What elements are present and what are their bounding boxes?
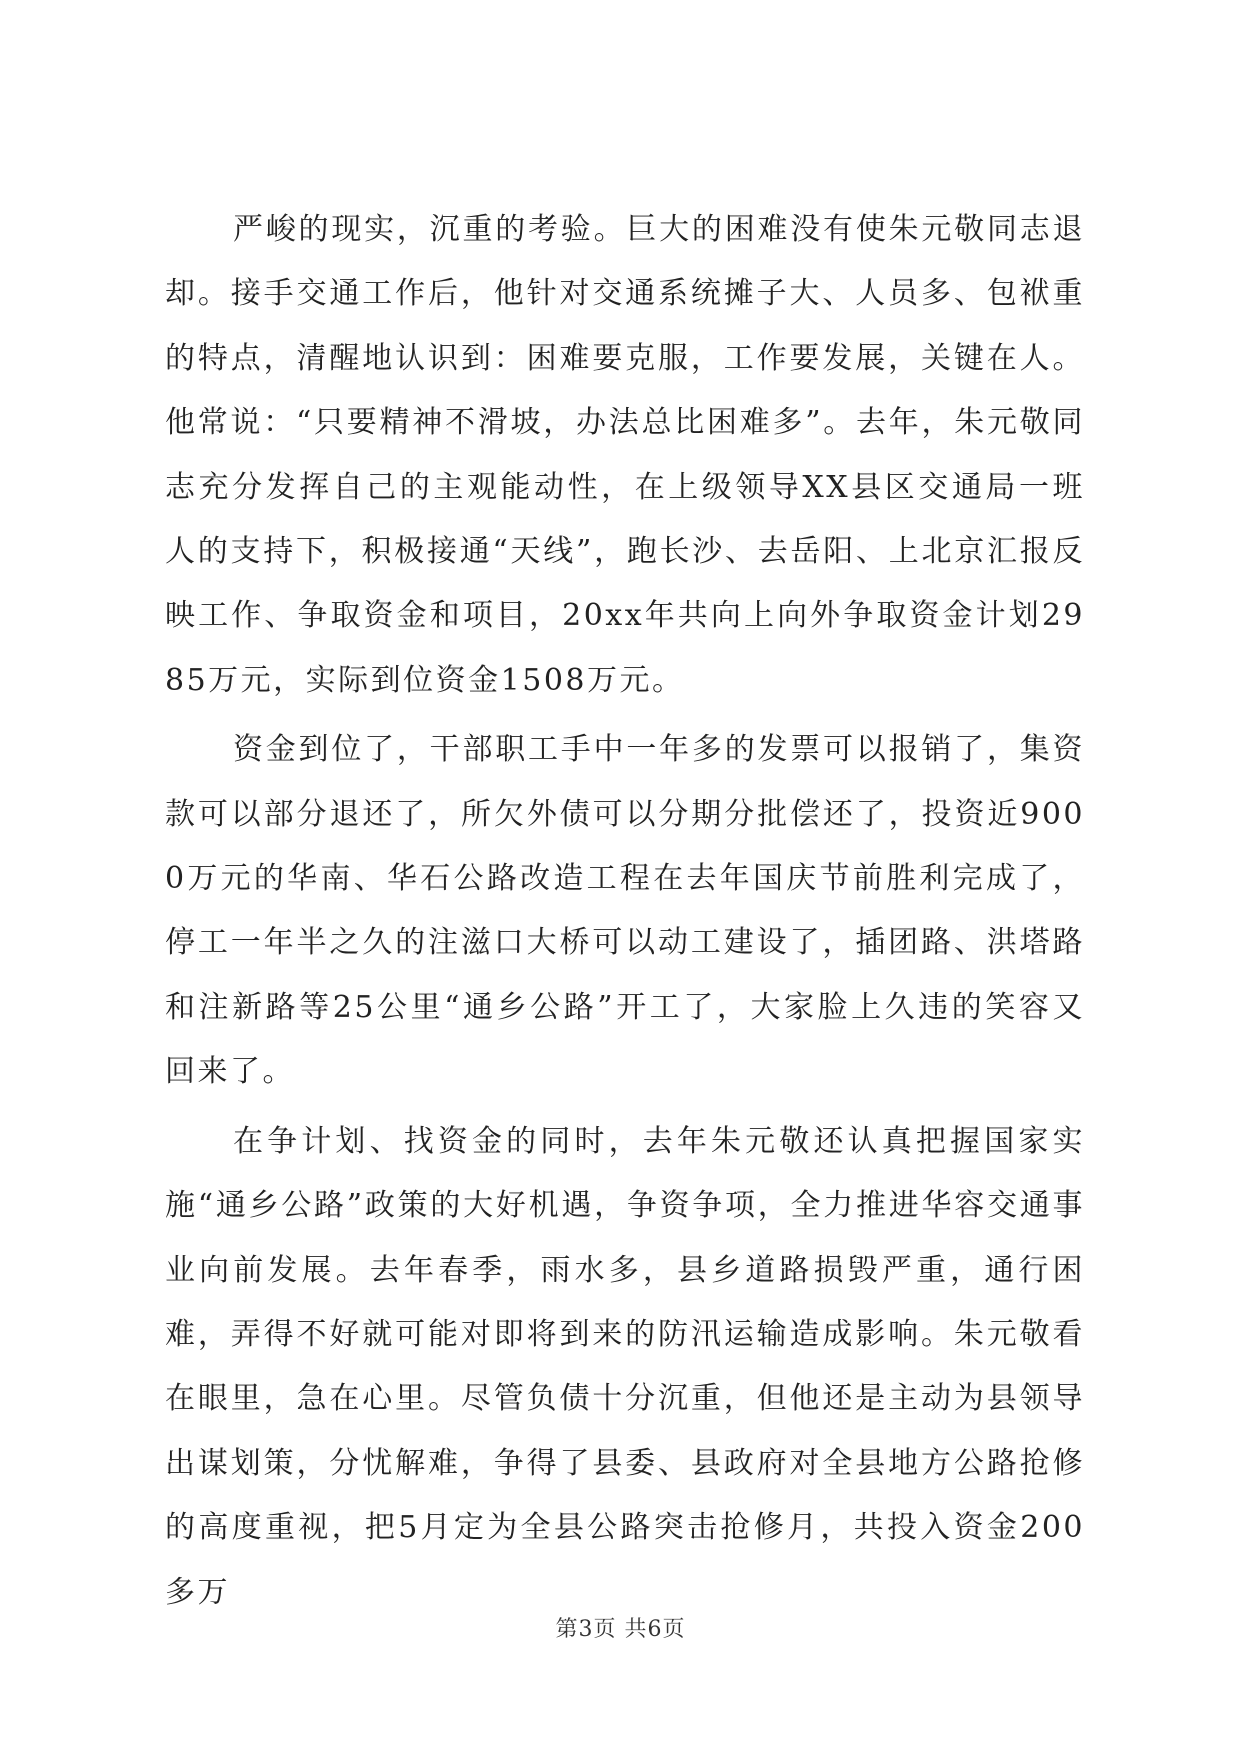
document-body (165, 198, 1085, 1630)
paragraph-1: 严峻的现实，沉重的考验。巨大的困难没有使朱元敬同志退却。接手交通工作后，他针对交通系统摊子大、人员多、包袱重的特点，清醒地认识到：困难要克服，工作要发展，关键在人。他常说：“只要精神不滑坡，办法总比困难多”。去年，朱元敬同志充分发挥自己的主观能动性，在上级领导XX县区交通局一班人的支持下，积极接通“天线”，跑长沙、去岳阳、上北京汇报反映工作、争取资金和项目，20xx年共向上向外争取资金计划2985万元，实际到位资金1508万元。 (165, 212, 1085, 698)
paragraph-2: 资金到位了，干部职工手中一年多的发票可以报销了，集资款可以部分退还了，所欠外债可以分期分批偿还了，投资近9000万元的华南、华石公路改造工程在去年国庆节前胜利完成了，停工一年半之久的注滋口大桥可以动工建设了，插团路、洪塔路和注新路等25公里“通乡公路”开工了，大家脸上久违的笑容又回来了。 (165, 732, 1085, 1090)
paragraph-3: 在争计划、找资金的同时，去年朱元敬还认真把握国家实施“通乡公路”政策的大好机遇，争资争项，全力推进华容交通事业向前发展。去年春季，雨水多，县乡道路损毁严重，通行困难，弄得不好就可能对即将到来的防汛运输造成影响。朱元敬看在眼里，急在心里。尽管负债十分沉重，但他还是主动为县领导出谋划策，分忧解难，争得了县委、县政府对全县地方公路抢修的高度重视，把5月定为全县公路突击抢修月，共投入资金200多万 (165, 1123, 1085, 1610)
page-number-footer: 第3页 共6页 (555, 1617, 686, 1642)
